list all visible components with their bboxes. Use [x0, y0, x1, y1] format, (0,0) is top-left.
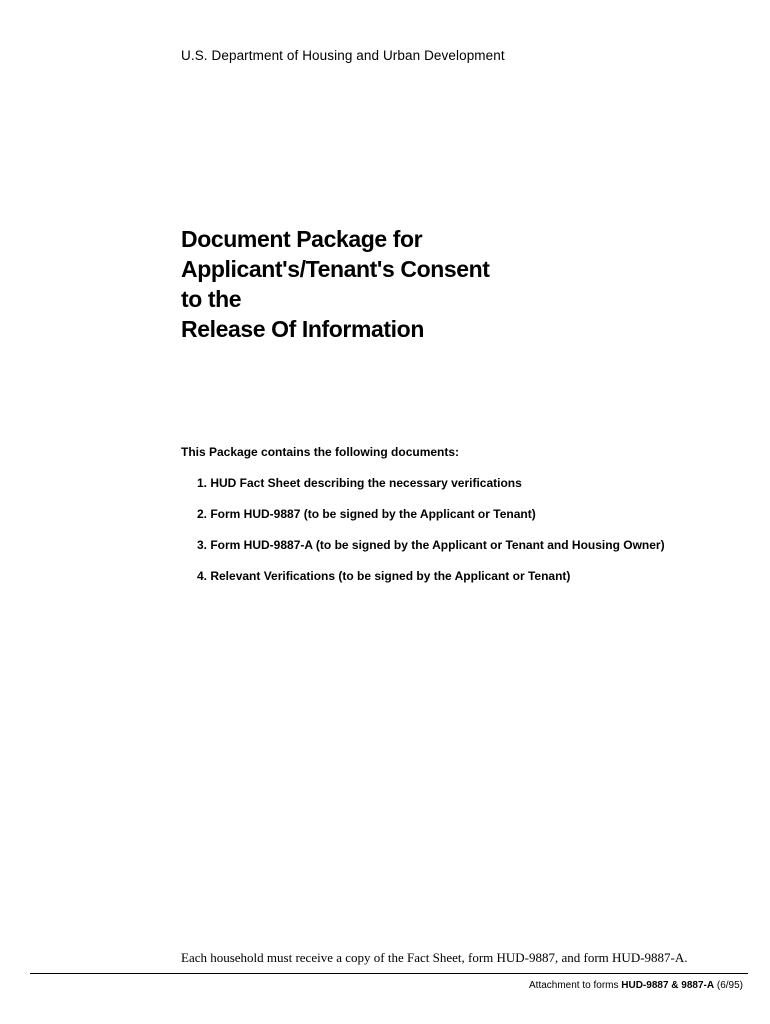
attachment-prefix: Attachment to forms: [529, 980, 622, 991]
list-item: 3. Form HUD-9887-A (to be signed by the Applicant or Tenant and Housing Owner): [197, 538, 665, 552]
title-line: Release Of Information: [181, 316, 424, 342]
footer-divider: [30, 973, 748, 974]
title-line: Document Package for: [181, 226, 423, 252]
attachment-date: (6/95): [714, 980, 743, 991]
household-copy-note: Each household must receive a copy of the Fact Sheet, form HUD-9887, and form HUD-9887-A.: [181, 950, 688, 965]
attachment-forms: HUD-9887 & 9887-A: [621, 980, 715, 991]
list-item: 2. Form HUD-9887 (to be signed by the Applicant or Tenant): [197, 507, 536, 521]
package-contents-intro: This Package contains the following documents:: [181, 445, 460, 459]
agency-name: U.S. Department of Housing and Urban Development: [181, 48, 505, 63]
list-item: 4. Relevant Verifications (to be signed by the Applicant or Tenant): [197, 569, 571, 583]
document-title: [181, 224, 490, 344]
title-line: Applicant's/Tenant's Consent: [181, 256, 490, 282]
title-line: to the: [181, 286, 242, 312]
form-attachment-label: [529, 980, 743, 991]
document-list: [197, 476, 665, 600]
list-item: 1. HUD Fact Sheet describing the necessary verifications: [197, 476, 522, 490]
